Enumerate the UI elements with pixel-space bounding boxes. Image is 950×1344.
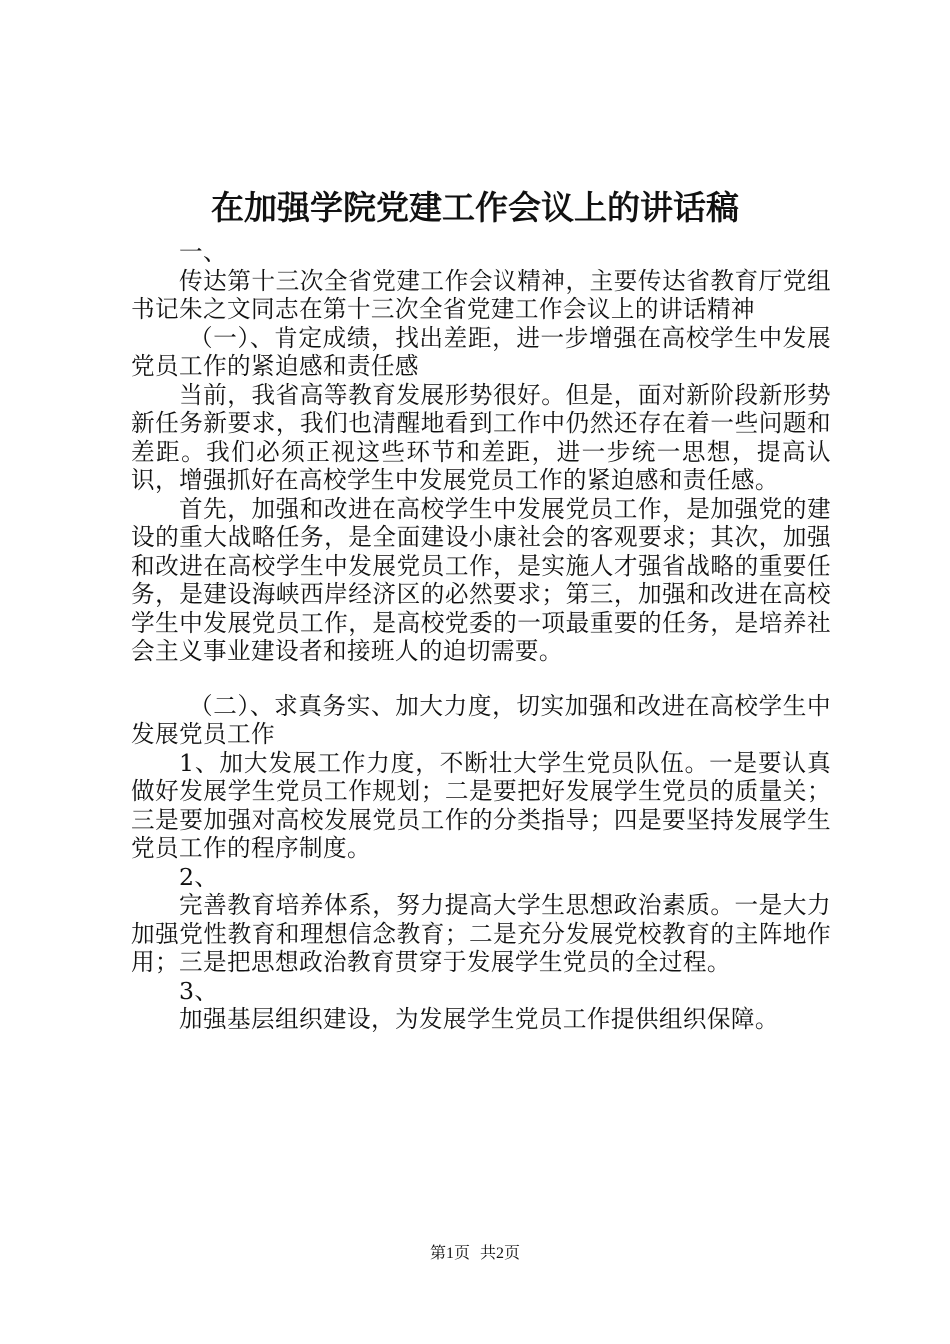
list-item-3-number: 3、: [179, 976, 219, 1005]
list-item-3: 加强基层组织建设，为发展学生党员工作提供组织保障。: [179, 1005, 779, 1033]
subsection-heading-1: （一）、肯定成绩，找出差距，进一步增强在高校学生中发展党员工作的紧迫感和责任感: [131, 323, 831, 380]
list-item-1: 1、加大发展工作力度，不断壮大学生党员队伍。一是要认真做好发展学生党员工作规划；二是要把好发展学生党员的质量关；三是要加强对高校发展党员工作的分类指导；四是要坚持发展学生党员工作的程序制度。: [131, 748, 831, 862]
list-item-2-number: 2、: [179, 862, 219, 891]
section-heading-1: 传达第十三次全省党建工作会议精神，主要传达省教育厅党组书记朱之文同志在第十三次全省党建工作会议上的讲话精神: [131, 266, 831, 323]
subsection-heading-2: （二）、求真务实、加大力度，切实加强和改进在高校学生中发展党员工作: [131, 691, 831, 748]
page-number: 第1页: [429, 1245, 470, 1262]
paragraph-gap: [131, 666, 831, 692]
body-paragraph-current-situation: 当前，我省高等教育发展形势很好。但是，面对新阶段新形势新任务新要求，我们也清醒地看到工作中仍然还存在着一些问题和差距。我们必须正视这些环节和差距，进一步统一思想，提高认识，增强抓好在高校学生中发展党员工作的紧迫感和责任感。: [131, 380, 831, 494]
list-item-2: 完善教育培养体系，努力提高大学生思想政治素质。一是大力加强党性教育和理想信念教育；二是充分发展党校教育的主阵地作用；三是把思想政治教育贯穿于发展学生党员的全过程。: [131, 891, 831, 976]
body-paragraph-importance: 首先，加强和改进在高校学生中发展党员工作，是加强党的建设的重大战略任务，是全面建设小康社会的客观要求；其次，加强和改进在高校学生中发展党员工作，是实施人才强省战略的重要任务，是建设海峡西岸经济区的必然要求；第三，加强和改进在高校学生中发展党员工作，是高校党委的一项最重要的任务，是培养社会主义事业建设者和接班人的迫切需要。: [131, 494, 831, 665]
document-body: [131, 238, 831, 1034]
section-number-1: 一、: [179, 238, 227, 266]
page-total: 共2页: [480, 1245, 521, 1262]
page-footer: [0, 1241, 950, 1267]
document-title: 在加强学院党建工作会议上的讲话稿: [211, 188, 739, 227]
